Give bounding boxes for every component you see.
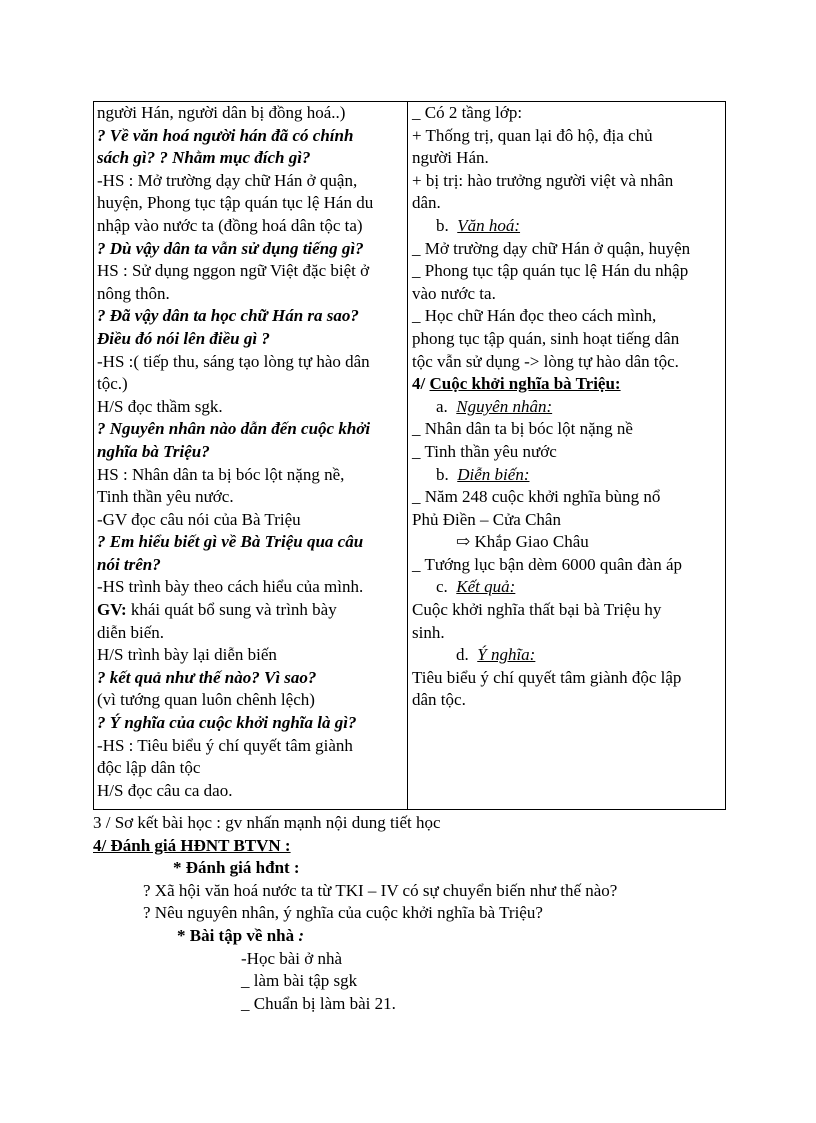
- after-line: -Học bài ở nhà: [241, 948, 343, 968]
- right-line: người Hán.: [412, 148, 489, 168]
- right-line: Phủ Điền – Cửa Chân: [412, 509, 561, 529]
- right-line: _ Nhân dân ta bị bóc lột nặng nề: [412, 419, 633, 439]
- right-line: ⇨ Khắp Giao Châu: [456, 532, 589, 552]
- left-line: H/S đọc câu ca dao.: [97, 780, 233, 800]
- left-line: ? Về văn hoá người hán đã có chính: [97, 125, 354, 145]
- right-line: _ Học chữ Hán đọc theo cách mình,: [412, 306, 657, 326]
- left-line: -HS trình bày theo cách hiểu của mình.: [97, 577, 364, 597]
- after-line: 4/ Đánh giá HĐNT BTVN :: [93, 835, 291, 855]
- left-line: ? Dù vậy dân ta vẫn sử dụng tiếng gì?: [97, 238, 364, 258]
- after-line: 3 / Sơ kết bài học : gv nhấn mạnh nội dung tiết học: [93, 813, 441, 832]
- left-line: -HS :( tiếp thu, sáng tạo lòng tự hào dân: [97, 351, 370, 371]
- left-line: GV: khái quát bổ sung và trình bày: [97, 600, 337, 620]
- left-line: nghĩa bà Triệu?: [97, 441, 210, 461]
- left-line: Tinh thần yêu nước.: [97, 487, 234, 507]
- right-line: tộc vẫn sử dụng -> lòng tự hào dân tộc.: [412, 351, 679, 371]
- left-line: (vì tướng quan luôn chênh lệch): [97, 690, 315, 710]
- right-line: _ Tinh thần yêu nước: [412, 441, 557, 461]
- left-line: nông thôn.: [97, 283, 170, 303]
- right-line: _ Năm 248 cuộc khởi nghĩa bùng nổ: [412, 487, 661, 507]
- right-line: Tiêu biểu ý chí quyết tâm giành độc lập: [412, 667, 682, 687]
- right-line: a. Nguyên nhân:: [436, 396, 553, 416]
- left-line: -GV đọc câu nói của Bà Triệu: [97, 509, 301, 529]
- left-line: diễn biến.: [97, 622, 165, 642]
- right-line: phong tục tập quán, sinh hoạt tiếng dân: [412, 328, 680, 348]
- left-line: ? kết quả như thế nào? Vì sao?: [97, 667, 317, 687]
- lesson-summary-section: [93, 812, 618, 1015]
- lesson-table: [93, 101, 726, 810]
- right-line: dân tộc.: [412, 690, 466, 710]
- right-line: + bị trị: hào trưởng người việt và nhân: [412, 170, 674, 190]
- after-line: ? Nêu nguyên nhân, ý nghĩa của cuộc khởi nghĩa bà Triệu?: [143, 903, 543, 923]
- left-line: ? Ý nghĩa của cuộc khởi nghĩa là gì?: [97, 713, 357, 733]
- left-line: sách gì? ? Nhằm mục đích gì?: [97, 148, 311, 168]
- left-line: Điều đó nói lên điều gì ?: [97, 328, 270, 348]
- right-line: _ Phong tục tập quán tục lệ Hán du nhập: [412, 261, 689, 281]
- right-line: b. Diễn biến:: [436, 464, 530, 484]
- left-line: -HS : Tiêu biểu ý chí quyết tâm giành: [97, 735, 353, 755]
- left-line: nói trên?: [97, 554, 161, 574]
- right-line: _ Mở trường dạy chữ Hán ở quận, huyện: [412, 238, 691, 258]
- right-line: Cuộc khởi nghĩa thất bại bà Triệu hy: [412, 600, 662, 620]
- left-line: ? Đã vậy dân ta học chữ Hán ra sao?: [97, 306, 359, 326]
- right-line: 4/ Cuộc khởi nghĩa bà Triệu:: [412, 374, 621, 394]
- lesson-content-column: [408, 102, 725, 809]
- left-line: ? Em hiểu biết gì về Bà Triệu qua câu: [97, 532, 364, 552]
- after-line: ? Xã hội văn hoá nước ta từ TKI – IV có sự chuyển biến như thế nào?: [143, 880, 618, 900]
- left-line: độc lập dân tộc: [97, 758, 201, 778]
- after-line: _ Chuẩn bị làm bài 21.: [241, 993, 396, 1013]
- after-line: * Bài tập về nhà :: [177, 925, 305, 945]
- right-line: b. Văn hoá:: [436, 215, 521, 235]
- left-line: HS : Sử dụng nggon ngữ Việt đặc biệt ở: [97, 261, 370, 281]
- right-line: _ Có 2 tầng lớp:: [412, 103, 523, 122]
- left-line: H/S trình bày lại diễn biến: [97, 645, 277, 665]
- left-line: H/S đọc thầm sgk.: [97, 396, 223, 416]
- right-line: + Thống trị, quan lại đô hộ, địa chủ: [412, 125, 653, 145]
- left-line: HS : Nhân dân ta bị bóc lột nặng nề,: [97, 464, 345, 484]
- right-line: c. Kết quả:: [436, 577, 516, 597]
- right-line: vào nước ta.: [412, 283, 496, 303]
- right-line: dân.: [412, 193, 441, 213]
- left-line: người Hán, người dân bị đồng hoá..): [97, 103, 346, 122]
- teacher-student-activities-column: [94, 102, 408, 809]
- left-line: nhập vào nước ta (đồng hoá dân tộc ta): [97, 215, 363, 235]
- left-line: tộc.): [97, 374, 128, 394]
- right-line: sinh.: [412, 622, 445, 642]
- after-line: _ làm bài tập sgk: [241, 971, 358, 991]
- after-line: * Đánh giá hđnt :: [173, 858, 300, 878]
- left-line: -HS : Mở trường dạy chữ Hán ở quận,: [97, 170, 358, 190]
- right-line: _ Tướng lục bận dèm 6000 quân đàn áp: [412, 554, 682, 574]
- left-line: huyện, Phong tục tập quán tục lệ Hán du: [97, 193, 374, 213]
- left-line: ? Nguyên nhân nào dẫn đến cuộc khởi: [97, 419, 371, 439]
- right-line: d. Ý nghĩa:: [456, 645, 536, 665]
